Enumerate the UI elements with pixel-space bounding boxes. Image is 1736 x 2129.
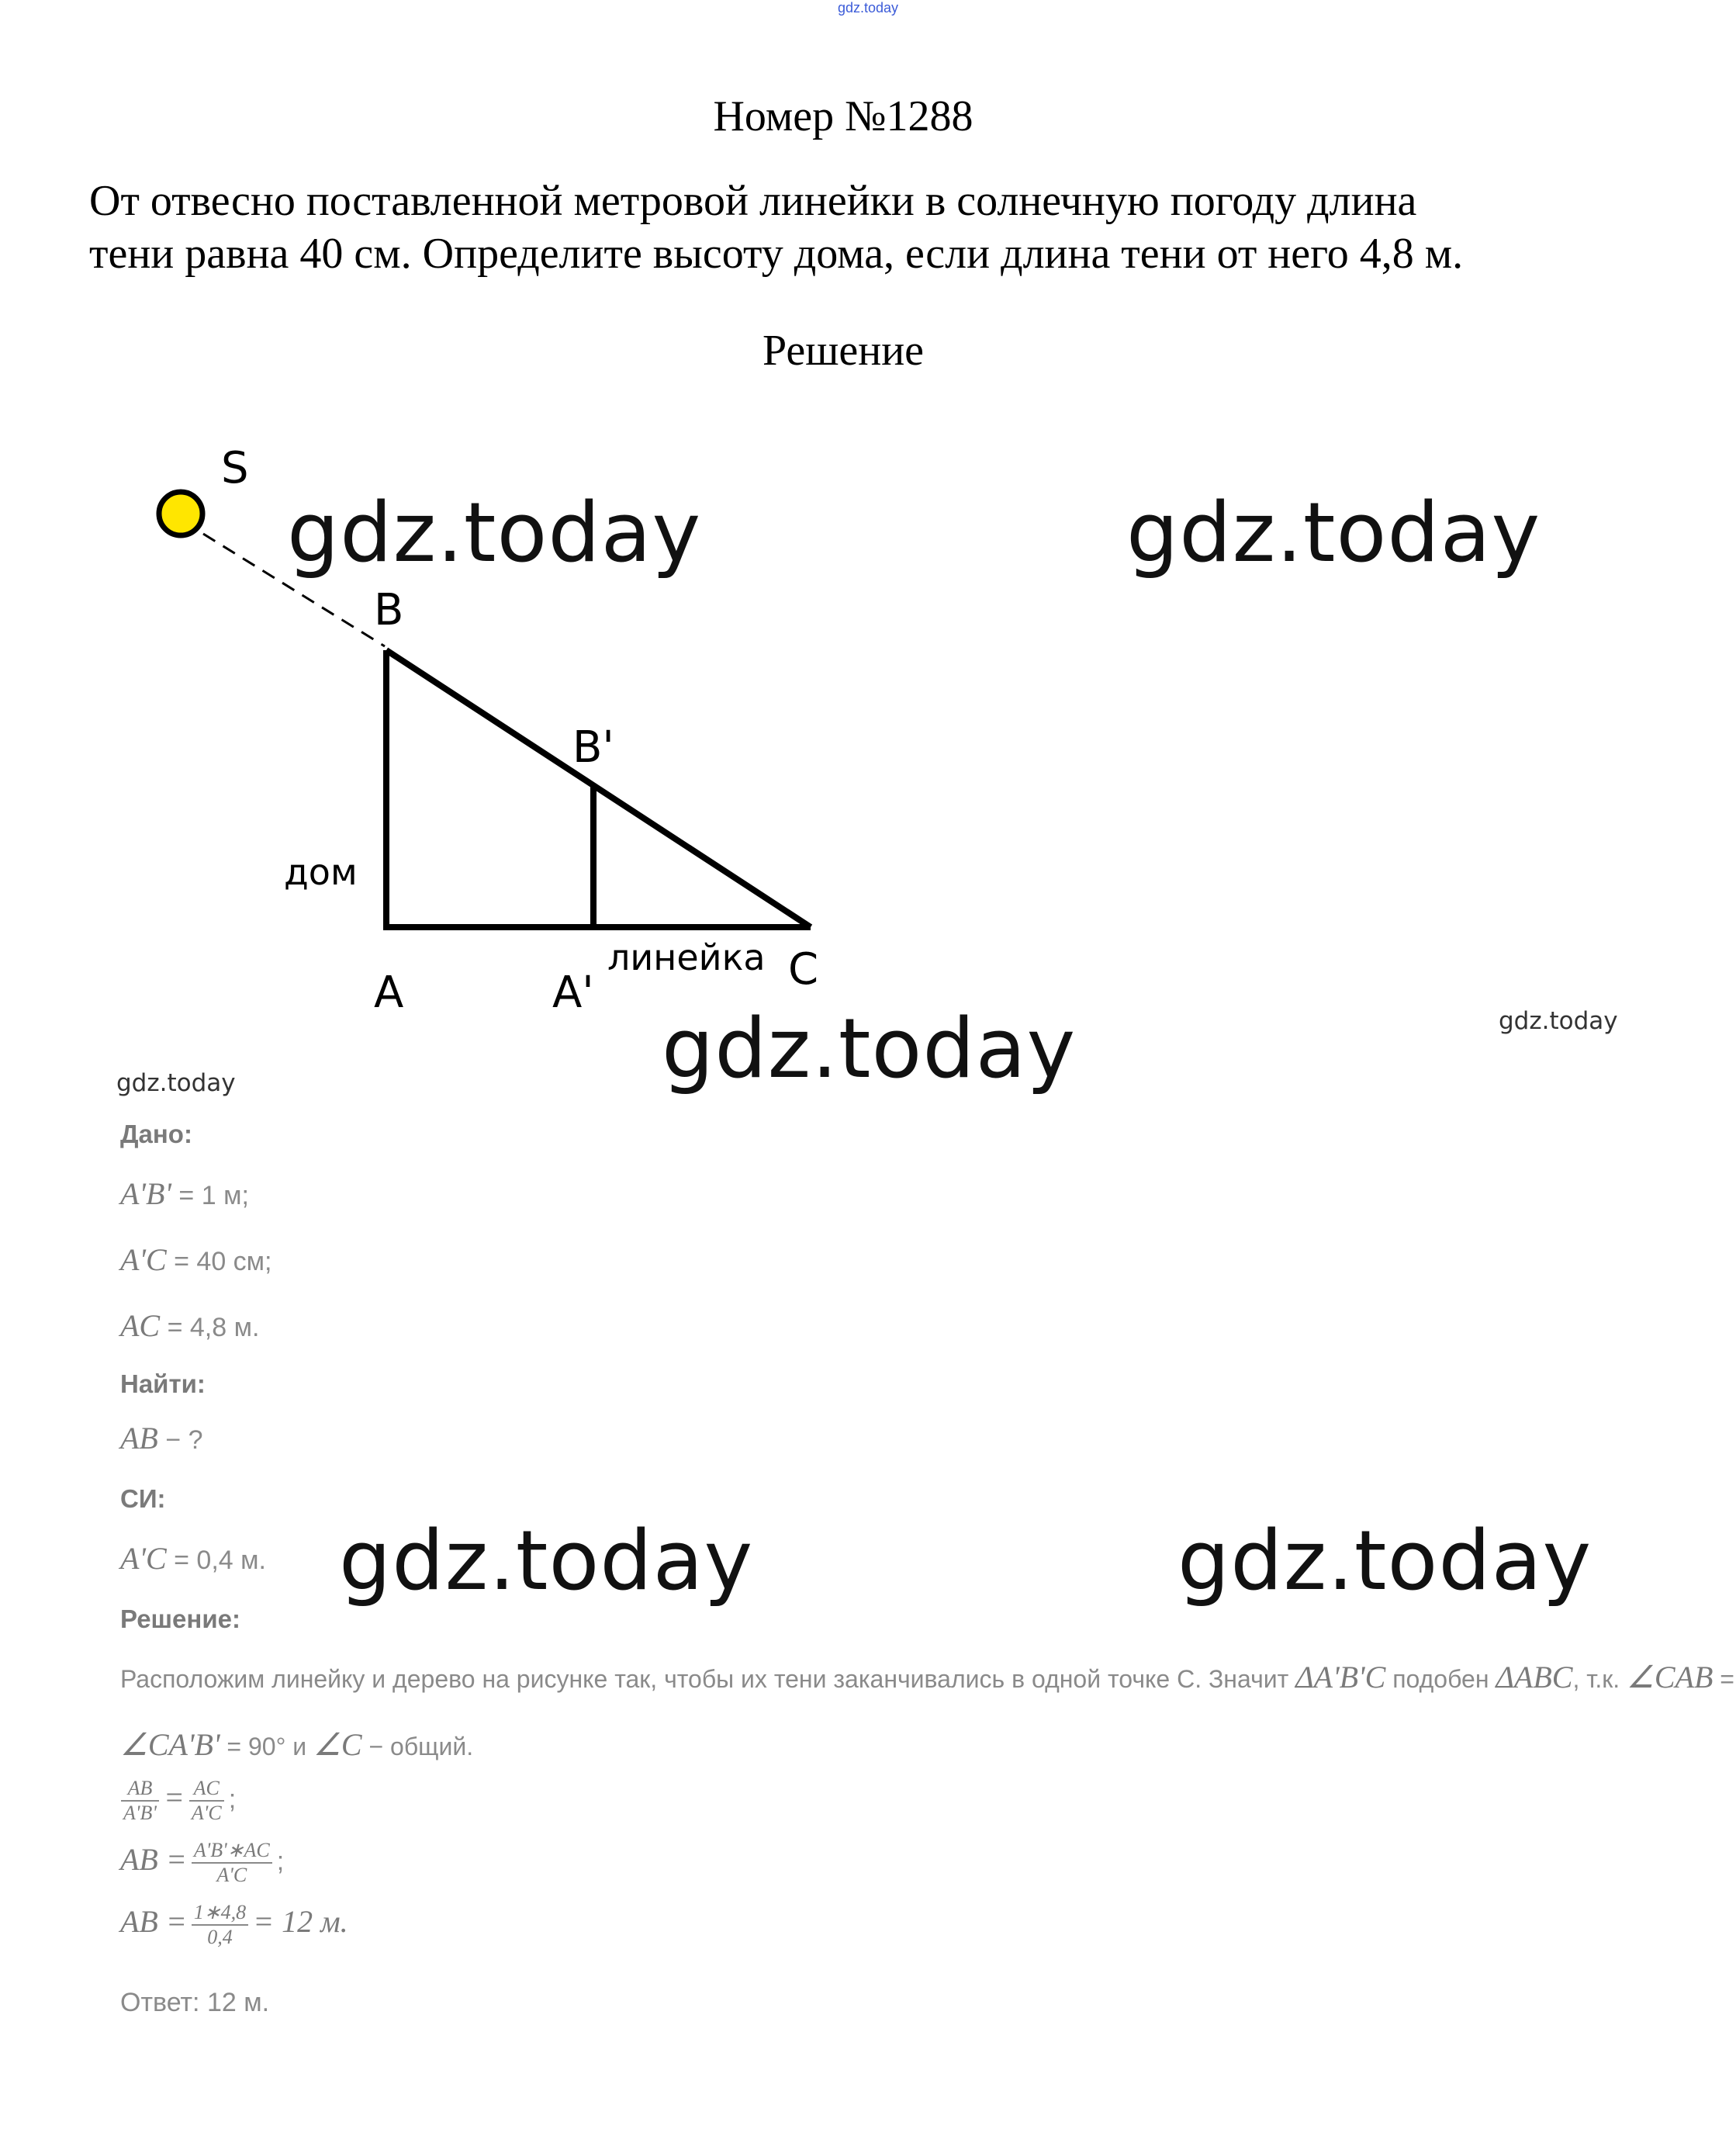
angle-expr: ∠CA'B' [120,1727,220,1762]
given-value: = 4,8 м. [160,1313,260,1342]
denominator: A'B' [123,1802,157,1824]
solution-text: , т.к. [1572,1665,1627,1693]
watermark: gdz.today [1126,485,1541,580]
sun-icon [159,492,202,535]
find-expr: AB [120,1421,158,1456]
si-line [120,1540,266,1577]
denominator: 0,4 [207,1926,233,1948]
label-A: A [374,968,404,1018]
angle-expr: ∠CAB [1627,1660,1714,1695]
label-A-prime: A' [552,968,594,1018]
formula-row [120,1839,284,1887]
denominator: A'C [216,1864,247,1886]
numerator: 1∗4,8 [192,1901,248,1926]
numerator: AC [189,1777,224,1802]
find-value: − ? [157,1425,203,1455]
watermark: gdz.today [287,485,702,580]
given-value: = 40 см; [166,1247,272,1276]
punctuation: ; [228,1784,237,1814]
punctuation: ; [276,1846,285,1876]
result-value: = 12 м. [253,1903,348,1939]
watermark-small: gdz.today [1499,1007,1618,1035]
label-B: B [374,585,404,635]
problem-line-1: От отвесно поставленной метровой линейки в солнечную погоду длина [89,177,1417,225]
si-heading: СИ: [120,1484,166,1513]
given-line [120,1241,272,1278]
solution-subheading: Решение: [120,1605,240,1633]
given-line [120,1175,249,1212]
label-B-prime: B' [572,722,614,773]
solution-text: = 90° и [220,1733,314,1760]
answer: Ответ: 12 м. [120,1988,270,2017]
fraction [121,1777,159,1825]
given-expr: A'C [120,1242,167,1277]
watermark-small: gdz.today [116,1069,236,1097]
watermark: gdz.today [339,1513,754,1608]
solution-heading: Решение [762,327,925,375]
solution-text: подобен [1385,1665,1496,1693]
watermark: gdz.today [1178,1513,1592,1608]
formula-lhs: AB = [120,1841,187,1877]
solution-text-line-1 [120,1659,1734,1695]
top-watermark: gdz.today [837,0,899,16]
hypotenuse-line [386,650,811,927]
problem-line-2: тени равна 40 см. Определите высоту дома, если длина тени от него 4,8 м. [89,230,1464,278]
si-expr: A'C [120,1541,167,1576]
solution-text-line-2 [120,1726,473,1763]
given-heading: Дано: [120,1120,192,1148]
given-value: = 1 м; [171,1181,249,1210]
fraction [192,1839,272,1887]
triangle-expr: ΔABC [1496,1660,1573,1695]
find-line [120,1420,203,1456]
solution-text: = [1713,1665,1734,1693]
fraction [189,1777,224,1825]
proportion-row [116,1777,236,1825]
formula-lhs: AB = [120,1903,187,1939]
find-heading: Найти: [120,1369,206,1398]
given-expr: AC [120,1308,161,1343]
denominator: A'C [191,1802,222,1824]
si-value: = 0,4 м. [166,1546,266,1575]
watermark: gdz.today [662,1001,1077,1096]
given-line [120,1307,259,1344]
sun-label: S [221,443,249,493]
result-row [120,1901,348,1949]
numerator: A'B'∗AC [192,1839,272,1864]
fraction [192,1901,248,1949]
label-house: дом [284,851,358,893]
given-expr: A'B' [120,1176,171,1211]
triangle-expr: ΔA'B'C [1295,1660,1386,1695]
equals-sign: = [163,1779,185,1815]
solution-text: − общий. [361,1733,474,1760]
numerator: AB [121,1777,159,1802]
angle-expr: ∠C [313,1727,362,1762]
label-ruler: линейка [607,936,766,978]
page-title: Номер №1288 [713,92,973,140]
label-C: C [788,944,819,995]
solution-text: Расположим линейку и дерево на рисунке так, чтобы их тени заканчивались в одной точке С. Значит [120,1665,1296,1693]
